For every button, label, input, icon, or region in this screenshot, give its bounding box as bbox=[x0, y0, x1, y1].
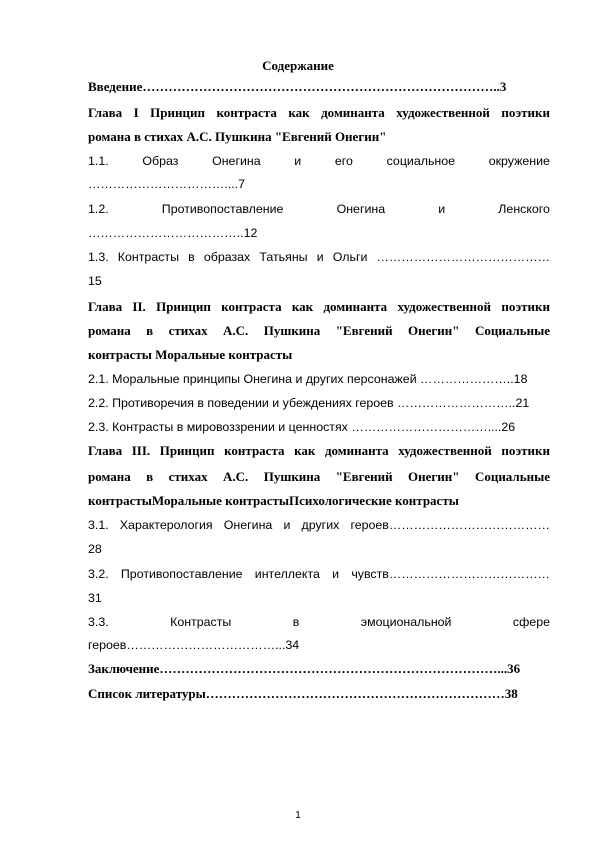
toc-word: стихах bbox=[168, 323, 208, 338]
toc-word: героев………………………………… bbox=[350, 518, 550, 532]
toc-word: III. bbox=[131, 443, 151, 458]
toc-word: Татьяны bbox=[259, 250, 308, 264]
toc-section-1-2-line-1 bbox=[88, 198, 550, 220]
toc-section-2-3: 2.3. Контрасты в мировоззрении и ценностях ……………………………....26 bbox=[88, 420, 516, 434]
toc-word: 1.3. bbox=[88, 250, 109, 264]
toc-introduction: Введение………………………………………………………………………..3 bbox=[88, 79, 507, 94]
toc-word: и bbox=[283, 518, 291, 532]
toc-word: окружение bbox=[488, 154, 550, 168]
toc-word: и bbox=[294, 154, 302, 168]
toc-word: как bbox=[294, 443, 316, 458]
toc-chapter-1-line-1 bbox=[88, 102, 550, 124]
toc-word: доминанта bbox=[324, 443, 389, 458]
toc-word: Онегина bbox=[212, 154, 261, 168]
toc-references: Список литературы……………………………………………………………38 bbox=[88, 686, 518, 701]
toc-word: "Евгений bbox=[335, 323, 393, 338]
toc-chapter-3-line-3: контрастыМоральные контрастыПсихологические контрасты bbox=[88, 493, 459, 508]
toc-word: как bbox=[288, 105, 310, 120]
toc-word: Пушкина bbox=[263, 323, 321, 338]
toc-word: его bbox=[334, 154, 353, 168]
toc-word: сфере bbox=[512, 615, 550, 629]
toc-word: социальное bbox=[386, 154, 456, 168]
toc-word: Онегина bbox=[336, 202, 386, 216]
toc-section-1-1-line-2: ……………………………....7 bbox=[88, 177, 245, 191]
toc-section-2-2: 2.2. Противоречия в поведении и убеждениях героев ………………………..21 bbox=[88, 396, 530, 410]
toc-section-1-3-line-2: 15 bbox=[88, 274, 102, 288]
toc-word: и bbox=[316, 250, 324, 264]
toc-chapter-2-line-1 bbox=[88, 296, 550, 318]
toc-word: и bbox=[438, 202, 446, 216]
toc-word: поэтики bbox=[501, 105, 550, 120]
toc-word: Принцип bbox=[150, 105, 205, 120]
toc-word: Контрасты bbox=[117, 250, 179, 264]
toc-word: 1.2. bbox=[88, 202, 109, 216]
toc-word: II. bbox=[132, 299, 146, 314]
toc-word: в bbox=[146, 323, 154, 338]
toc-word: Принцип bbox=[159, 443, 215, 458]
toc-word: романа bbox=[88, 469, 131, 484]
toc-word: Образ bbox=[142, 154, 179, 168]
toc-word: в bbox=[188, 250, 195, 264]
toc-word: художественной bbox=[396, 105, 490, 120]
toc-word: 3.1. bbox=[88, 518, 109, 532]
toc-word: 3.2. bbox=[88, 567, 109, 581]
toc-word: и bbox=[332, 567, 340, 581]
toc-word: А.С. bbox=[223, 323, 249, 338]
toc-conclusion: Заключение……………………………………………………………………...36 bbox=[88, 661, 521, 676]
page-number: 1 bbox=[295, 810, 301, 821]
toc-word: Противопоставление bbox=[161, 202, 284, 216]
toc-word: доминанта bbox=[321, 105, 385, 120]
toc-word: стихах bbox=[168, 469, 208, 484]
toc-word: контраста bbox=[224, 443, 285, 458]
toc-word: Социальные bbox=[474, 323, 550, 338]
toc-title: Содержание bbox=[262, 58, 334, 73]
toc-word: Противопоставление bbox=[120, 567, 243, 581]
toc-word: Ленского bbox=[498, 202, 550, 216]
toc-word: Онегин" bbox=[408, 469, 460, 484]
toc-word: "Евгений bbox=[335, 469, 393, 484]
toc-word: Принцип bbox=[156, 299, 211, 314]
toc-section-1-2-line-2: ………………………………..12 bbox=[88, 226, 258, 240]
toc-word: доминанта bbox=[323, 299, 388, 314]
toc-word: художественной bbox=[398, 443, 492, 458]
toc-word: поэтики bbox=[501, 299, 550, 314]
toc-word: Онегина bbox=[223, 518, 273, 532]
toc-word: Глава bbox=[88, 443, 123, 458]
toc-section-3-1-line-1 bbox=[88, 514, 550, 536]
toc-word: 3.3. bbox=[88, 615, 109, 629]
toc-word: Характерология bbox=[119, 518, 213, 532]
toc-section-3-2-line-2: 31 bbox=[88, 591, 102, 605]
toc-word: как bbox=[291, 299, 314, 314]
toc-word: интеллекта bbox=[254, 567, 320, 581]
toc-word: контраста bbox=[216, 105, 277, 120]
toc-word: Ольги bbox=[332, 250, 368, 264]
toc-word: в bbox=[292, 615, 300, 629]
toc-chapter-2-line-3: контрасты Моральные контрасты bbox=[88, 347, 293, 362]
toc-chapter-1-line-2: романа в стихах А.С. Пушкина "Евгений Онегин" bbox=[88, 129, 387, 144]
toc-section-3-2-line-1 bbox=[88, 563, 550, 585]
toc-word: романа bbox=[88, 323, 131, 338]
toc-word: I bbox=[133, 105, 139, 120]
toc-word: …………………………………… bbox=[376, 250, 550, 264]
toc-word: в bbox=[146, 469, 154, 484]
toc-word: чувств………………………………… bbox=[351, 567, 550, 581]
toc-section-2-1: 2.1. Моральные принципы Онегина и других персонажей …………………..18 bbox=[88, 372, 528, 386]
toc-word: Социальные bbox=[474, 469, 550, 484]
toc-word: других bbox=[301, 518, 340, 532]
toc-word: Контрасты bbox=[170, 615, 232, 629]
toc-word: А.С. bbox=[223, 469, 249, 484]
toc-word: эмоциональной bbox=[360, 615, 452, 629]
toc-word: контраста bbox=[221, 299, 282, 314]
toc-word: Пушкина bbox=[263, 469, 321, 484]
toc-word: Глава bbox=[88, 105, 123, 120]
toc-word: поэтики bbox=[501, 443, 550, 458]
toc-word: 1.1. bbox=[88, 154, 109, 168]
toc-section-3-3-line-2: героев………………………………...34 bbox=[88, 638, 300, 652]
toc-section-3-3-line-1 bbox=[88, 611, 550, 633]
toc-chapter-3-line-1 bbox=[88, 440, 550, 462]
toc-section-1-1-line-1 bbox=[88, 150, 550, 172]
toc-word: образах bbox=[203, 250, 251, 264]
toc-word: Глава bbox=[88, 299, 123, 314]
toc-word: художественной bbox=[397, 299, 492, 314]
toc-chapter-2-line-2 bbox=[88, 320, 550, 342]
toc-section-1-3-line-1 bbox=[88, 246, 550, 268]
toc-word: Онегин" bbox=[408, 323, 460, 338]
toc-section-3-1-line-2: 28 bbox=[88, 542, 102, 556]
toc-chapter-3-line-2 bbox=[88, 466, 550, 488]
